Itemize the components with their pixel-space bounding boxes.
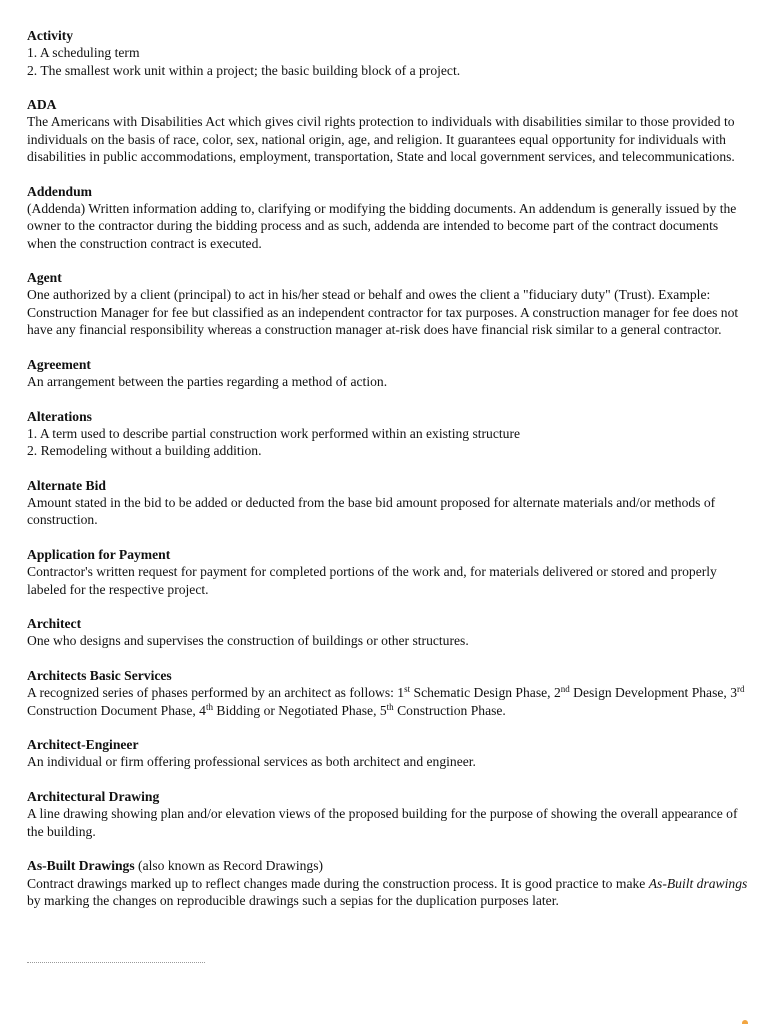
entry-application-for-payment [27, 546, 749, 598]
term-application-for-payment: Application for Payment [27, 546, 171, 562]
dotted-separator [27, 962, 205, 963]
superscript-rd: rd [737, 684, 745, 695]
term-architectural-drawing: Architectural Drawing [27, 789, 160, 805]
activity-line-2: 2. The smallest work unit within a project; the basic building block of a project. [27, 62, 461, 78]
superscript-nd: nd [560, 684, 570, 695]
basic-services-text-6: Construction Phase. [393, 702, 506, 718]
activity-line-1: 1. A scheduling term [27, 45, 140, 61]
definition-ada: The Americans with Disabilities Act which gives civil rights protection to individuals with disabilities similar to those provided to individuals on the basis of race, color, sex, national origin, age, and religion. It guarantees equal opportunity for individuals with disabilities in public accommodations, employment, transportation, State and local government services, and telecommunications. [27, 114, 735, 165]
term-ada: ADA [27, 97, 57, 113]
superscript-th-4: th [205, 701, 213, 712]
definition-architects-basic-services [27, 684, 749, 719]
basic-services-text-5: Bidding or Negotiated Phase, 5 [212, 702, 387, 718]
entry-addendum [27, 183, 749, 252]
basic-services-text-1: A recognized series of phases performed by an architect as follows: 1 [27, 685, 405, 701]
as-built-emphasis: As-Built drawings [648, 875, 748, 891]
definition-architect: One who designs and supervises the construction of buildings or other structures. [27, 633, 469, 649]
definition-as-built-drawings [27, 875, 749, 910]
term-agent: Agent [27, 270, 62, 286]
term-architect: Architect [27, 616, 82, 632]
entry-agent [27, 269, 749, 338]
alterations-line-1: 1. A term used to describe partial construction work performed within an existing structure [27, 425, 521, 441]
entry-architect [27, 615, 749, 650]
entry-alterations [27, 408, 749, 460]
as-built-text-2: by marking the changes on reproducible drawings such a sepias for the duplication purposes later. [27, 892, 559, 908]
definition-architectural-drawing: A line drawing showing plan and/or elevation views of the proposed building for the purpose of showing the overall appearance of the building. [27, 806, 738, 839]
term-as-built-drawings: As-Built Drawings [27, 858, 135, 874]
term-alternate-bid: Alternate Bid [27, 477, 106, 493]
entry-architect-engineer [27, 736, 749, 771]
as-built-text-1: Contract drawings marked up to reflect changes made during the construction process. It is good practice to make [27, 875, 649, 891]
term-note-record-drawings: (also known as Record Drawings) [134, 858, 324, 874]
definition-architect-engineer: An individual or firm offering professional services as both architect and engineer. [27, 754, 476, 770]
entry-architects-basic-services [27, 667, 749, 719]
entry-agreement [27, 356, 749, 391]
term-agreement: Agreement [27, 356, 91, 372]
corner-accent-mark [742, 1020, 748, 1024]
term-architect-engineer: Architect-Engineer [27, 737, 139, 753]
term-architects-basic-services: Architects Basic Services [27, 667, 172, 683]
as-built-heading [27, 857, 749, 874]
definition-application-for-payment: Contractor's written request for payment for completed portions of the work and, for materials delivered or stored and properly labeled for the respective project. [27, 564, 717, 597]
entry-architectural-drawing [27, 788, 749, 840]
basic-services-text-2: Schematic Design Phase, 2 [410, 685, 561, 701]
entry-as-built-drawings [27, 857, 749, 909]
superscript-st: st [404, 684, 411, 695]
superscript-th-5: th [386, 701, 394, 712]
term-alterations: Alterations [27, 408, 92, 424]
entry-ada [27, 96, 749, 165]
glossary-page [27, 27, 749, 926]
alterations-line-2: 2. Remodeling without a building addition. [27, 443, 262, 459]
definition-agent: One authorized by a client (principal) to act in his/her stead or behalf and owes the client a "fiduciary duty" (Trust). Example: Construction Manager for fee but classified as an independent contractor for tax purposes. A construction manager for fee does not have any financial responsibility whereas a construction manager at-risk does have financial risk similar to a general contractor. [27, 287, 739, 338]
entry-activity [27, 27, 749, 79]
term-addendum: Addendum [27, 183, 92, 199]
term-activity: Activity [27, 28, 74, 43]
entry-alternate-bid [27, 477, 749, 529]
basic-services-text-4: Construction Document Phase, 4 [27, 702, 206, 718]
definition-agreement: An arrangement between the parties regarding a method of action. [27, 373, 388, 389]
definition-addendum: (Addenda) Written information adding to, clarifying or modifying the bidding documents. An addendum is generally issued by the owner to the contractor during the bidding process and as such, addenda are intended to become part of the contract documents when the construction contract is executed. [27, 200, 737, 251]
definition-alternate-bid: Amount stated in the bid to be added or deducted from the base bid amount proposed for alternate materials and/or methods of construction. [27, 495, 716, 528]
basic-services-text-3: Design Development Phase, 3 [569, 685, 737, 701]
